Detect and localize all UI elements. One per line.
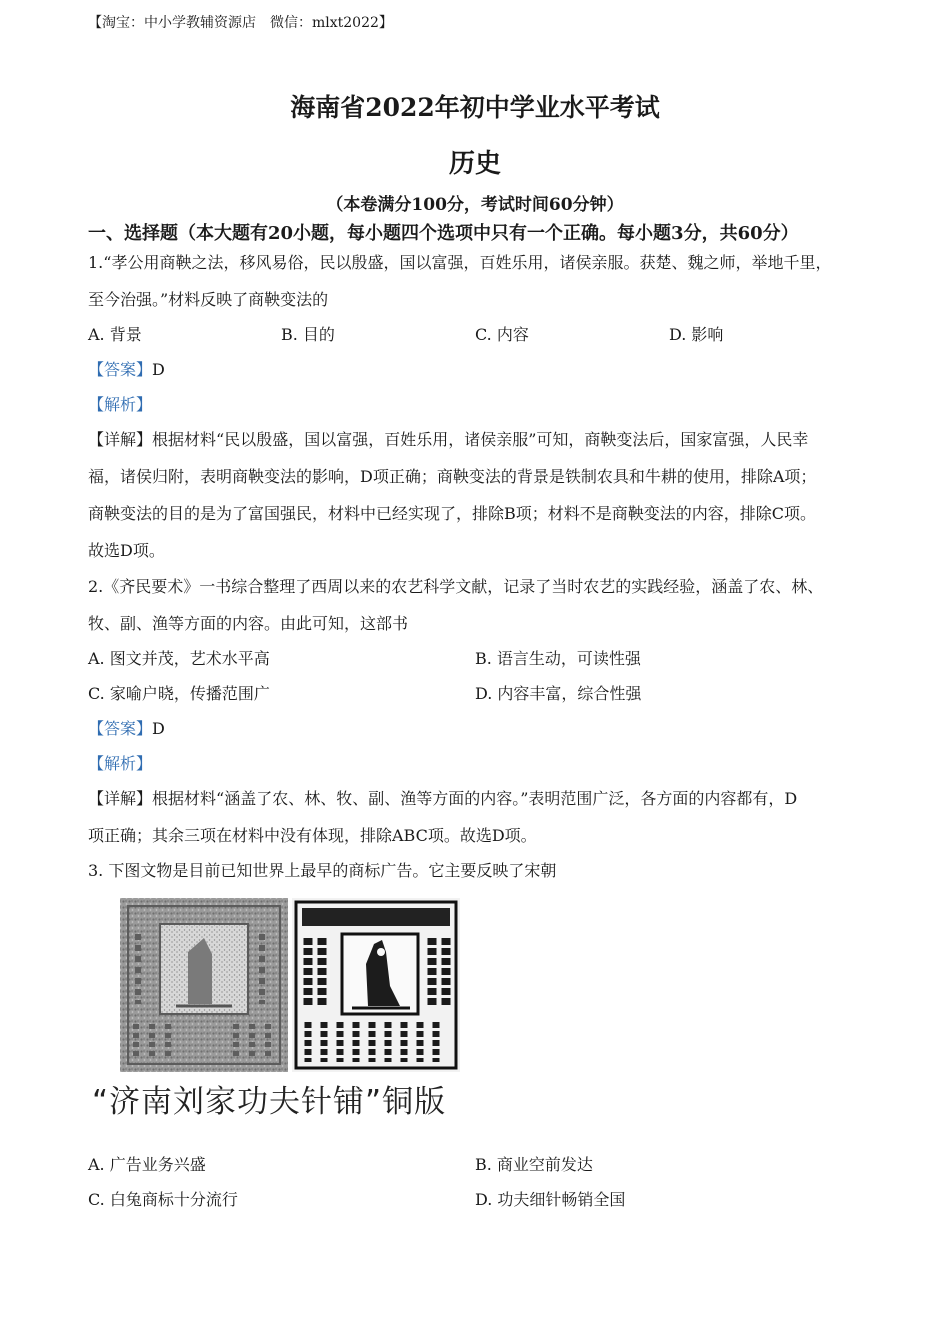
plate-original (120, 898, 288, 1072)
q2-stem-line1: 2.《齐民要术》一书综合整理了西周以来的农艺科学文献，记录了当时农艺的实践经验，涵盖了农、林、 (88, 577, 824, 596)
q2-option-b: B. 语言生动，可读性强 (475, 649, 641, 668)
copper-plate-figure (116, 894, 464, 1076)
section-heading: 一、选择题（本大题有20小题，每小题四个选项中只有一个正确。每小题3分，共60分） (88, 223, 799, 244)
q1-option-b: B. 目的 (281, 325, 335, 344)
q1-option-c: C. 内容 (475, 325, 529, 344)
q2-detail-text1: 根据材料“涵盖了农、林、牧、副、渔等方面的内容。”表明范围广泛，各方面的内容都有，D (152, 789, 798, 808)
q1-stem-line2: 至今治强。”材料反映了商鞅变法的 (88, 290, 329, 309)
q2-stem-line2: 牧、副、渔等方面的内容。由此可知，这部书 (88, 614, 409, 633)
figure-caption: “济南刘家功夫针铺”铜版 (92, 1084, 447, 1120)
exam-title: 海南省2022年初中学业水平考试 (290, 93, 660, 122)
q2-answer: D (152, 719, 165, 738)
q2-analysis-tag: 【解析】 (88, 754, 153, 773)
q1-stem-line1: 1.“孝公用商鞅之法，移风易俗，民以殷盛，国以富强，百姓乐用，诸侯亲服。获楚、魏之师，举地千里， (88, 253, 832, 272)
q1-answer-tag: 【答案】 (88, 360, 153, 379)
q1-detail-text1: 根据材料“民以殷盛，国以富强，百姓乐用，诸侯亲服”可知，商鞅变法后，国家富强，人民幸 (152, 430, 809, 449)
q1-detail-line3: 商鞅变法的目的是为了富国强民，材料中已经实现了，排除B项；材料不是商鞅变法的内容，排除C项。 (88, 504, 817, 523)
header-note: 【淘宝：中小学教辅资源店 微信：mlxt2022】 (88, 15, 393, 31)
q1-analysis-tag: 【解析】 (88, 395, 153, 414)
q3-option-c: C. 白兔商标十分流行 (88, 1190, 238, 1209)
copper-plate-image (116, 894, 464, 1076)
q2-option-c: C. 家喻户晓，传播范围广 (88, 684, 270, 703)
q2-detail-line1 (88, 786, 797, 809)
plate-print (292, 898, 460, 1072)
q1-detail-line4: 故选D项。 (88, 541, 165, 560)
q1-option-d: D. 影响 (669, 325, 724, 344)
q2-answer-tag: 【答案】 (88, 719, 153, 738)
q1-option-a: A. 背景 (88, 325, 142, 344)
exam-info: （本卷满分100分，考试时间60分钟） (326, 195, 624, 215)
q2-answer-row (88, 716, 165, 739)
q1-detail-line2: 福，诸侯归附，表明商鞅变法的影响，D项正确；商鞅变法的背景是铁制农具和牛耕的使用，排除A项； (88, 467, 817, 486)
subject-title: 历史 (448, 149, 501, 179)
q1-detail-tag: 【详解】 (88, 430, 153, 449)
q2-option-d: D. 内容丰富，综合性强 (475, 684, 642, 703)
q3-option-b: B. 商业空前发达 (475, 1155, 593, 1174)
q2-option-a: A. 图文并茂，艺术水平高 (88, 649, 270, 668)
q1-detail-line1 (88, 427, 808, 450)
q3-stem: 3. 下图文物是目前已知世界上最早的商标广告。它主要反映了宋朝 (88, 861, 557, 880)
q1-answer: D (152, 360, 165, 379)
q1-answer-row (88, 357, 165, 380)
q2-detail-tag: 【详解】 (88, 789, 153, 808)
q3-option-d: D. 功夫细针畅销全国 (475, 1190, 626, 1209)
q3-option-a: A. 广告业务兴盛 (88, 1155, 206, 1174)
q2-detail-line2: 项正确；其余三项在材料中没有体现，排除ABC项。故选D项。 (88, 826, 537, 845)
